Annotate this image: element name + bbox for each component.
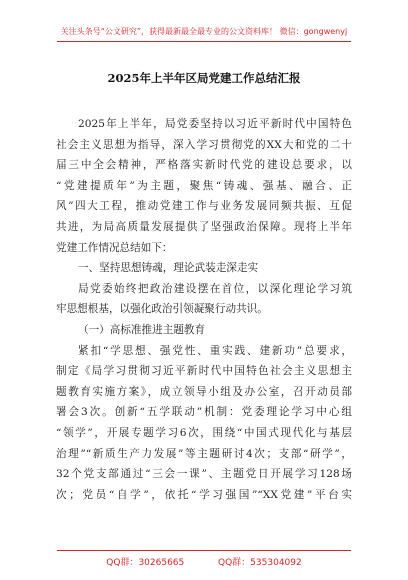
body-line: 2025年上半年，局党委坚持以习近平新时代中国特色 <box>78 118 352 130</box>
body-line: 32个党支部通过“三会一课”、主题党日开展学习128场 <box>56 468 352 481</box>
body-line: 党建工作情况总结如下： <box>56 241 173 254</box>
document-body <box>56 114 352 505</box>
header-watermark-note: 关注头条号“公文研究”，获得最新最全最专业的公文资料库！ 微信：gongwenyj <box>60 27 348 36</box>
body-line: 一、坚持思想铸魂，理论武装走深走实 <box>78 262 259 275</box>
header-divider <box>57 41 351 42</box>
body-line: 题教育实施方案》，成立领导小组及办公室，召开动员部 <box>56 385 352 398</box>
body-line: 局党委始终把政治建设摆在首位，以深化理论学习筑 <box>78 282 352 295</box>
body-line: 治理”“新质生产力发展”等主题研讨4次；支部“研学”， <box>56 447 352 460</box>
body-line: 牢思想根基，以强化政治引领凝聚行动共识。 <box>56 303 268 316</box>
footer-divider <box>57 550 351 551</box>
body-line: 风”四大工程，推动党建工作与业务发展同频共振、互促 <box>56 200 352 213</box>
body-line: 共进，为局高质量发展提供了坚强政治保障。现将上半年 <box>56 220 352 233</box>
body-line: 紧扣“学思想、强党性、重实践、建新功”总要求， <box>78 344 352 357</box>
body-line: “党建提质年”为主题，聚焦“铸魂、强基、融合、正 <box>56 179 352 192</box>
body-line: 署会3次。创新“五学联动”机制：党委理论学习中心组 <box>56 406 352 419</box>
body-line: “领学”，开展专题学习6次，围绕“中国式现代化与基层 <box>56 426 352 439</box>
footer-qq-group-1: QQ群：30265665 <box>106 558 185 568</box>
body-line: （一）高标准推进主题教育 <box>78 323 206 336</box>
body-line: 次；党员“自学”，依托“学习强国”“XX党建”平台实 <box>56 488 352 501</box>
body-line: 社会主义思想为指导，深入学习贯彻党的XX大和党的二十 <box>56 138 352 151</box>
document-title: 2025年上半年区局党建工作总结汇报 <box>107 71 301 85</box>
footer-qq-group-2: QQ群：535304092 <box>218 558 302 568</box>
footer-contact <box>0 555 408 568</box>
body-line: 届三中全会精神，严格落实新时代党的建设总要求，以 <box>56 159 352 172</box>
body-line: 制定《局学习贯彻习近平新时代中国特色社会主义思想主 <box>56 365 352 378</box>
